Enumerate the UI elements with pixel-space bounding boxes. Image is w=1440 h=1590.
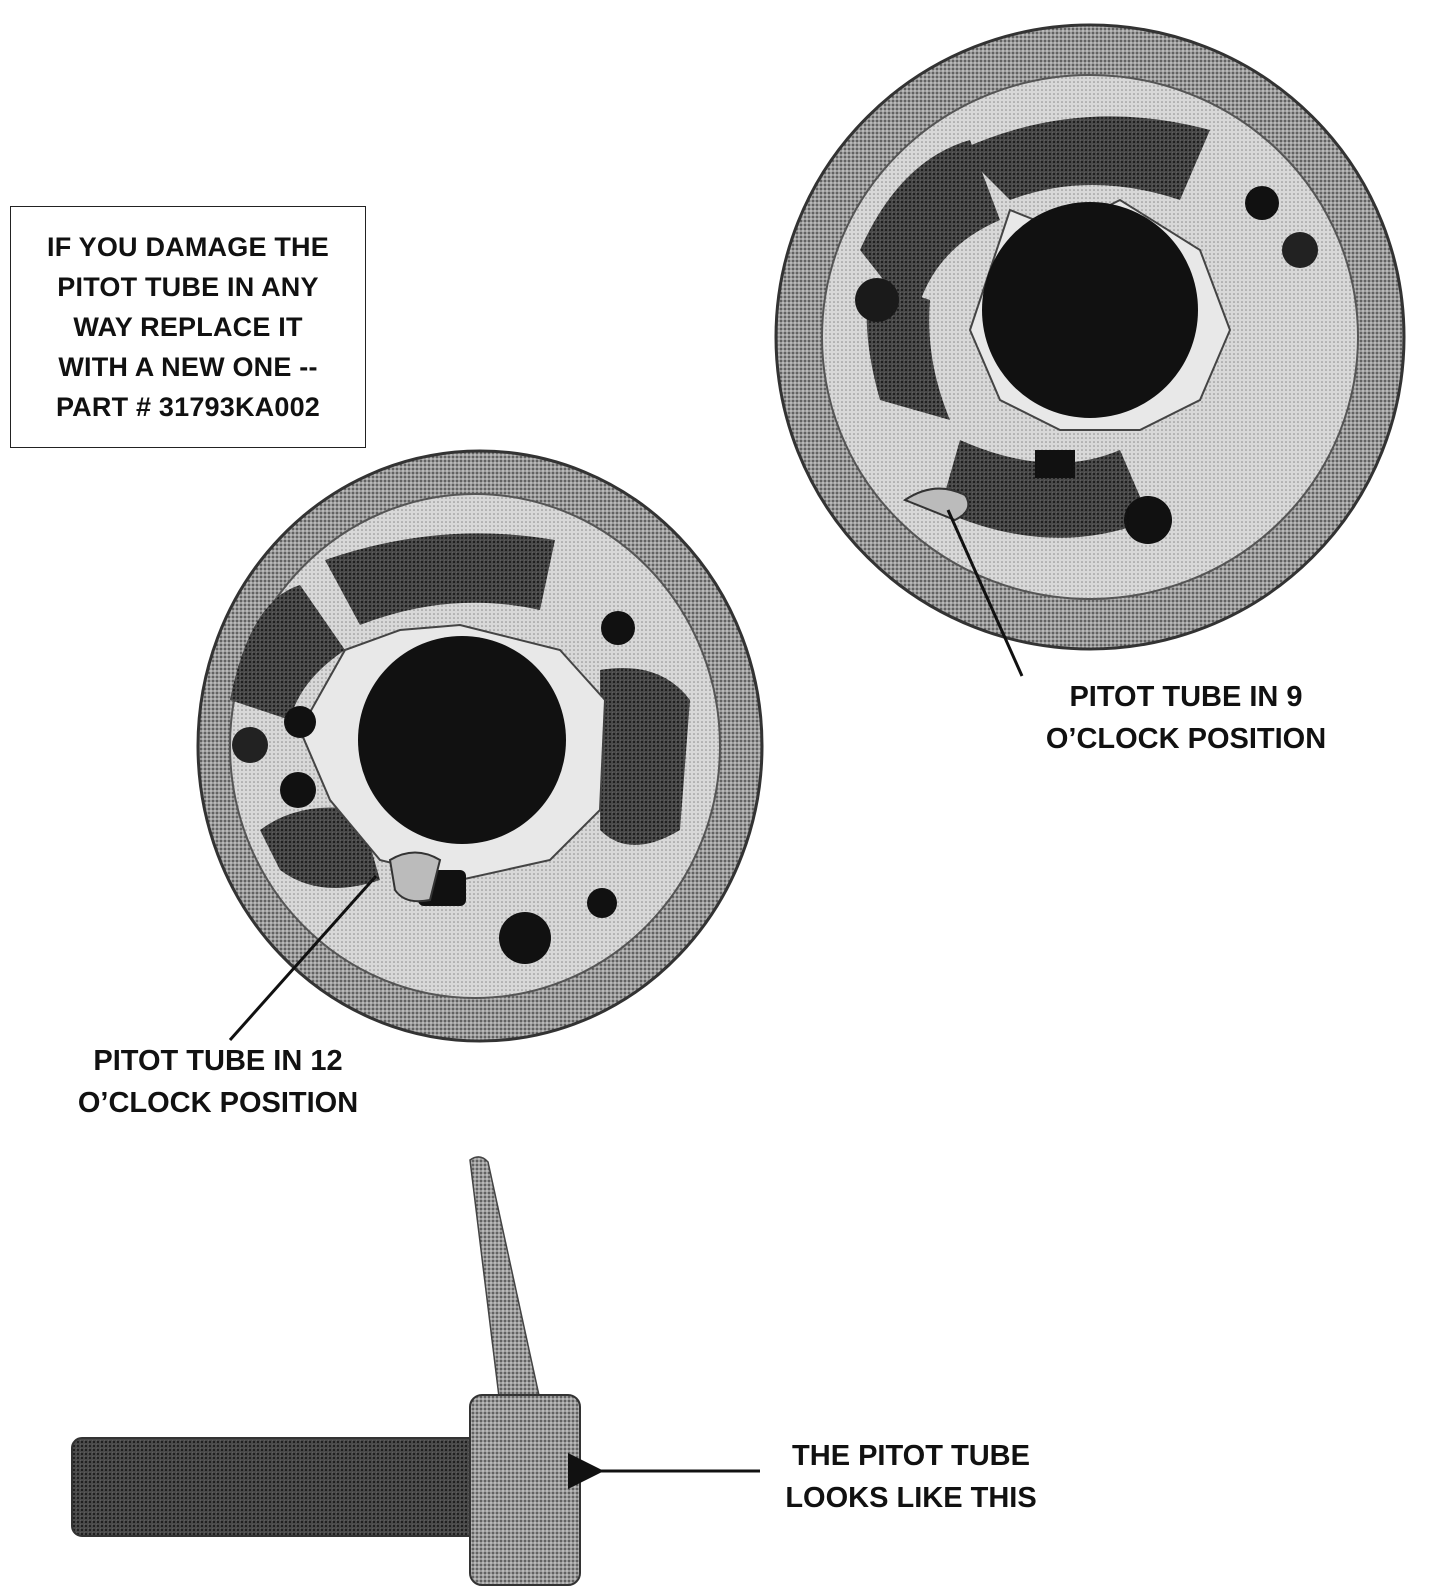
notice-line-1: IF YOU DAMAGE THE: [47, 232, 329, 262]
housing-12-port-5: [499, 912, 551, 964]
housing-12-chamber-right: [600, 668, 690, 845]
housing-12-bore: [358, 636, 566, 844]
notice-line-3: WAY REPLACE IT: [73, 312, 303, 342]
callout-12-oclock: [38, 1040, 398, 1124]
callout-looks-like: [746, 1435, 1076, 1519]
pitot-tube-part: [72, 1157, 580, 1585]
pitot-tube-body: [72, 1438, 482, 1536]
housing-12-pitot-tube: [390, 853, 440, 902]
housing-9-slot: [1035, 450, 1075, 478]
housing-9-port-4: [855, 278, 899, 322]
housing-9-port-1: [1245, 186, 1279, 220]
housing-9-bore: [982, 202, 1198, 418]
callout-looks-line-1: THE PITOT TUBE: [792, 1440, 1030, 1472]
pitot-tube-stem: [470, 1157, 540, 1405]
housing-9-oclock: [776, 25, 1404, 649]
housing-9-port-3: [1124, 496, 1172, 544]
callout-12-line-2: O’CLOCK POSITION: [77, 1087, 359, 1119]
notice-line-4: WITH A NEW ONE --: [58, 352, 318, 382]
housing-12-oclock: [198, 451, 762, 1041]
housing-12-port-3: [280, 772, 316, 808]
housing-12-port-6: [232, 727, 268, 763]
notice-line-5: PART # 31793KA002: [55, 392, 321, 422]
housing-12-port-2: [284, 706, 316, 738]
callout-9-line-2: O’CLOCK POSITION: [1045, 723, 1327, 755]
warning-notice-box: [10, 206, 366, 448]
callout-looks-line-2: LOOKS LIKE THIS: [785, 1482, 1037, 1514]
pitot-tube-collar: [470, 1395, 580, 1585]
notice-line-2: PITOT TUBE IN ANY: [57, 272, 319, 302]
callout-12-line-1: PITOT TUBE IN 12: [93, 1045, 343, 1077]
callout-9-oclock: [1016, 676, 1356, 760]
housing-9-port-2: [1282, 232, 1318, 268]
housing-12-port-1: [601, 611, 635, 645]
housing-12-port-4: [587, 888, 617, 918]
callout-9-line-1: PITOT TUBE IN 9: [1069, 681, 1303, 713]
